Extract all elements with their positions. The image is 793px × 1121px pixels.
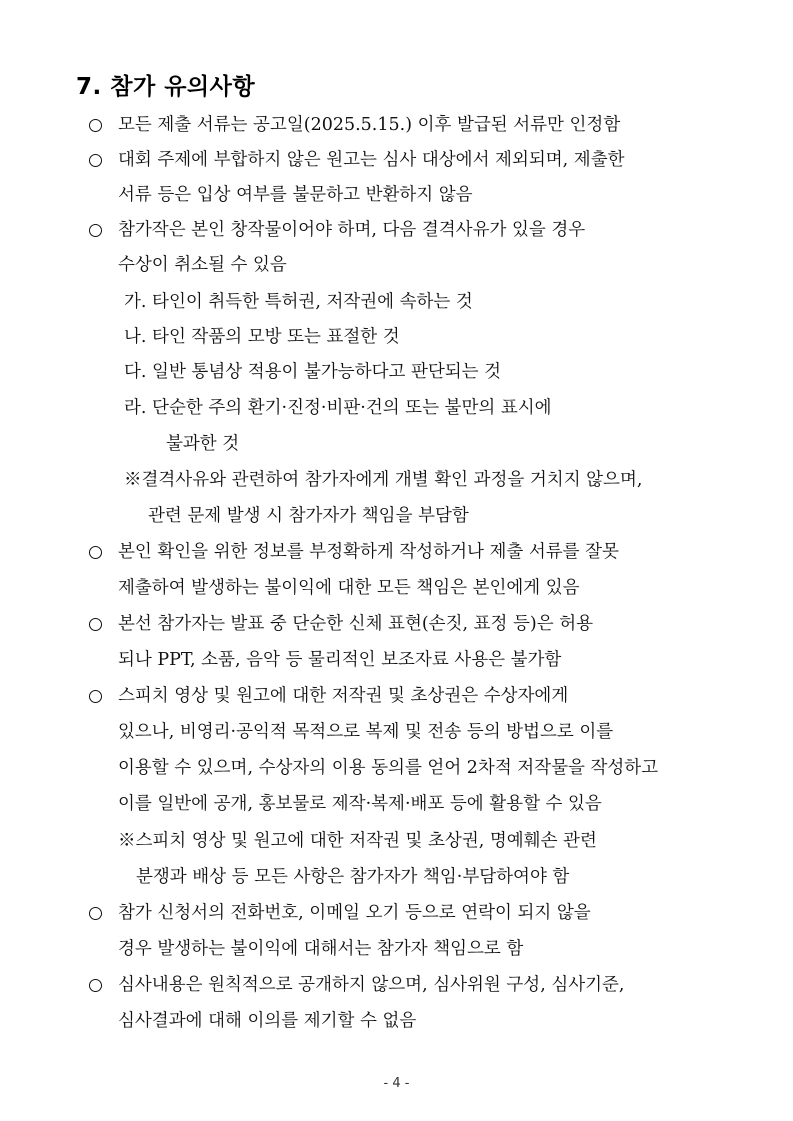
item-2-line-2: 서류 등은 입상 여부를 불문하고 반환하지 않음: [118, 185, 473, 205]
bullet-icon: [86, 904, 104, 922]
item-5-line-1: 본선 참가자는 발표 중 단순한 신체 표현(손짓, 표정 등)은 허용: [118, 614, 594, 634]
sub-item-marker: 나.: [124, 327, 147, 347]
sub-item-ga: [124, 290, 473, 314]
bullet-icon: [86, 221, 104, 239]
item-2-line-1: 대회 주제에 부합하지 않은 원고는 심사 대상에서 제외되며, 제출한: [118, 150, 625, 170]
item-1-line-1: 모든 제출 서류는 공고일(2025.5.15.) 이후 발급된 서류만 인정함: [118, 115, 621, 135]
note-2-line-2: 분쟁과 배상 등 모든 사항은 참가자가 책임·부담하여야 함: [136, 867, 570, 887]
sub-item-text: 타인이 취득한 특허권, 저작권에 속하는 것: [152, 292, 473, 312]
item-8-line-2: 심사결과에 대해 이의를 제기할 수 없음: [118, 1011, 417, 1031]
sub-item-text: 일반 통념상 적용이 불가능하다고 판단되는 것: [152, 362, 502, 382]
sub-item-marker: 다.: [124, 362, 147, 382]
item-4-line-1: 본인 확인을 위한 정보를 부정확하게 작성하거나 제출 서류를 잘못: [118, 542, 619, 562]
section-title: 7. 참가 유의사항: [76, 74, 256, 100]
bullet-icon: [86, 976, 104, 994]
page-number: - 4 -: [383, 1076, 410, 1091]
bullet-icon: [86, 116, 104, 134]
note-2-line-1: ※스피치 영상 및 원고에 대한 저작권 및 초상권, 명예훼손 관련: [118, 831, 597, 851]
sub-item-marker: 라.: [124, 398, 147, 418]
sub-item-ra: [124, 396, 552, 420]
sub-item-ra-continued: 불과한 것: [166, 434, 240, 454]
item-4-line-2: 제출하여 발생하는 불이익에 대한 모든 책임은 본인에게 있음: [118, 578, 580, 598]
item-7-line-2: 경우 발생하는 불이익에 대해서는 참가자 책임으로 함: [118, 939, 524, 959]
note-1-line-1: ※결격사유와 관련하여 참가자에게 개별 확인 과정을 거치지 않으며,: [124, 470, 643, 490]
sub-item-na: [124, 325, 400, 349]
item-6-line-1: 스피치 영상 및 원고에 대한 저작권 및 초상권은 수상자에게: [118, 686, 569, 706]
item-3-line-2: 수상이 취소될 수 있음: [118, 255, 287, 275]
sub-item-text: 단순한 주의 환기·진정·비판·건의 또는 불만의 표시에: [152, 398, 552, 418]
bullet-icon: [86, 615, 104, 633]
bullet-icon: [86, 687, 104, 705]
bullet-icon: [86, 151, 104, 169]
item-6-line-2: 있으나, 비영리·공익적 목적으로 복제 및 전송 등의 방법으로 이를: [118, 722, 614, 742]
note-1-line-2: 관련 문제 발생 시 참가자가 책임을 부담함: [148, 506, 469, 526]
item-5-line-2: 되나 PPT, 소품, 음악 등 물리적인 보조자료 사용은 불가함: [118, 650, 562, 670]
sub-item-marker: 가.: [124, 292, 147, 312]
sub-item-da: [124, 360, 501, 384]
item-8-line-1: 심사내용은 원칙적으로 공개하지 않으며, 심사위원 구성, 심사기준,: [118, 975, 625, 995]
item-6-line-4: 이를 일반에 공개, 홍보물로 제작·복제·배포 등에 활용할 수 있음: [118, 794, 602, 814]
sub-item-text: 타인 작품의 모방 또는 표절한 것: [152, 327, 400, 347]
bullet-icon: [86, 543, 104, 561]
item-3-line-1: 참가작은 본인 창작물이어야 하며, 다음 결격사유가 있을 경우: [118, 220, 586, 240]
item-6-line-3: 이용할 수 있으며, 수상자의 이용 동의를 얻어 2차적 저작물을 작성하고: [118, 758, 659, 778]
item-7-line-1: 참가 신청서의 전화번호, 이메일 오기 등으로 연락이 되지 않을: [118, 903, 591, 923]
